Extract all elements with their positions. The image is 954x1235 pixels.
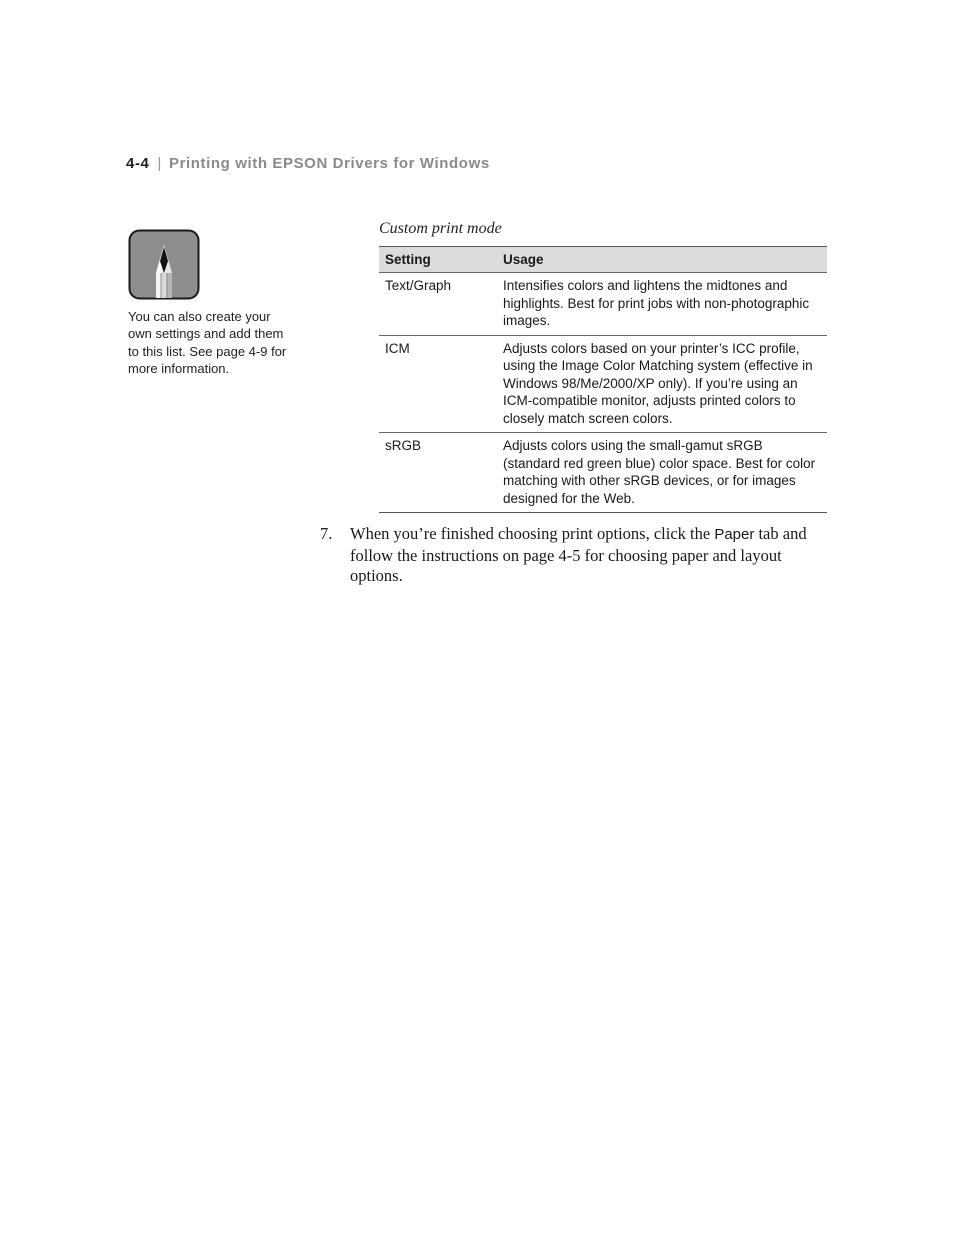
column-header-setting: Setting <box>379 247 497 273</box>
pencil-icon <box>128 229 200 300</box>
custom-print-mode-table <box>379 246 827 513</box>
instruction-step <box>320 524 820 587</box>
chapter-title: Printing with EPSON Drivers for Windows <box>168 155 490 172</box>
setting-cell: sRGB <box>385 438 422 453</box>
running-header <box>126 155 490 172</box>
margin-note: You can also create your own settings and add them to this list. See page 4-9 for more information. <box>128 309 287 376</box>
paper-tab-label: Paper <box>714 526 755 543</box>
step-number: 7. <box>320 524 333 543</box>
table-row <box>379 433 827 513</box>
usage-cell: Intensifies colors and lightens the midtones and highlights. Best for print jobs with non-photographic images. <box>497 273 827 336</box>
step-text-before: When you’re finished choosing print options, click the <box>350 524 715 543</box>
setting-cell: ICM <box>379 335 497 433</box>
table-row <box>379 335 827 433</box>
page-number: 4-4 <box>126 155 150 172</box>
usage-cell: Adjusts colors based on your printer’s ICC profile, using the Image Color Matching system (effective in Windows 98/Me/2000/XP only). If you’re using an ICM-compatible monitor, adjusts printed colors to closely match screen colors. <box>497 335 827 433</box>
table-row <box>379 273 827 336</box>
column-header-usage: Usage <box>497 247 827 273</box>
step-text <box>350 524 820 587</box>
table-header-row <box>379 247 827 273</box>
header-separator: | <box>157 155 162 172</box>
table-caption: Custom print mode <box>379 220 502 237</box>
setting-cell: Text/Graph <box>379 273 497 336</box>
step-text-after: tab and follow the instructions on page 4-5 for choosing paper and layout options. <box>350 524 807 585</box>
usage-cell: Adjusts colors using the small-gamut sRGB (standard red green blue) color space. Best for color matching with other sRGB devices, or for images designed for the Web. <box>503 438 816 506</box>
